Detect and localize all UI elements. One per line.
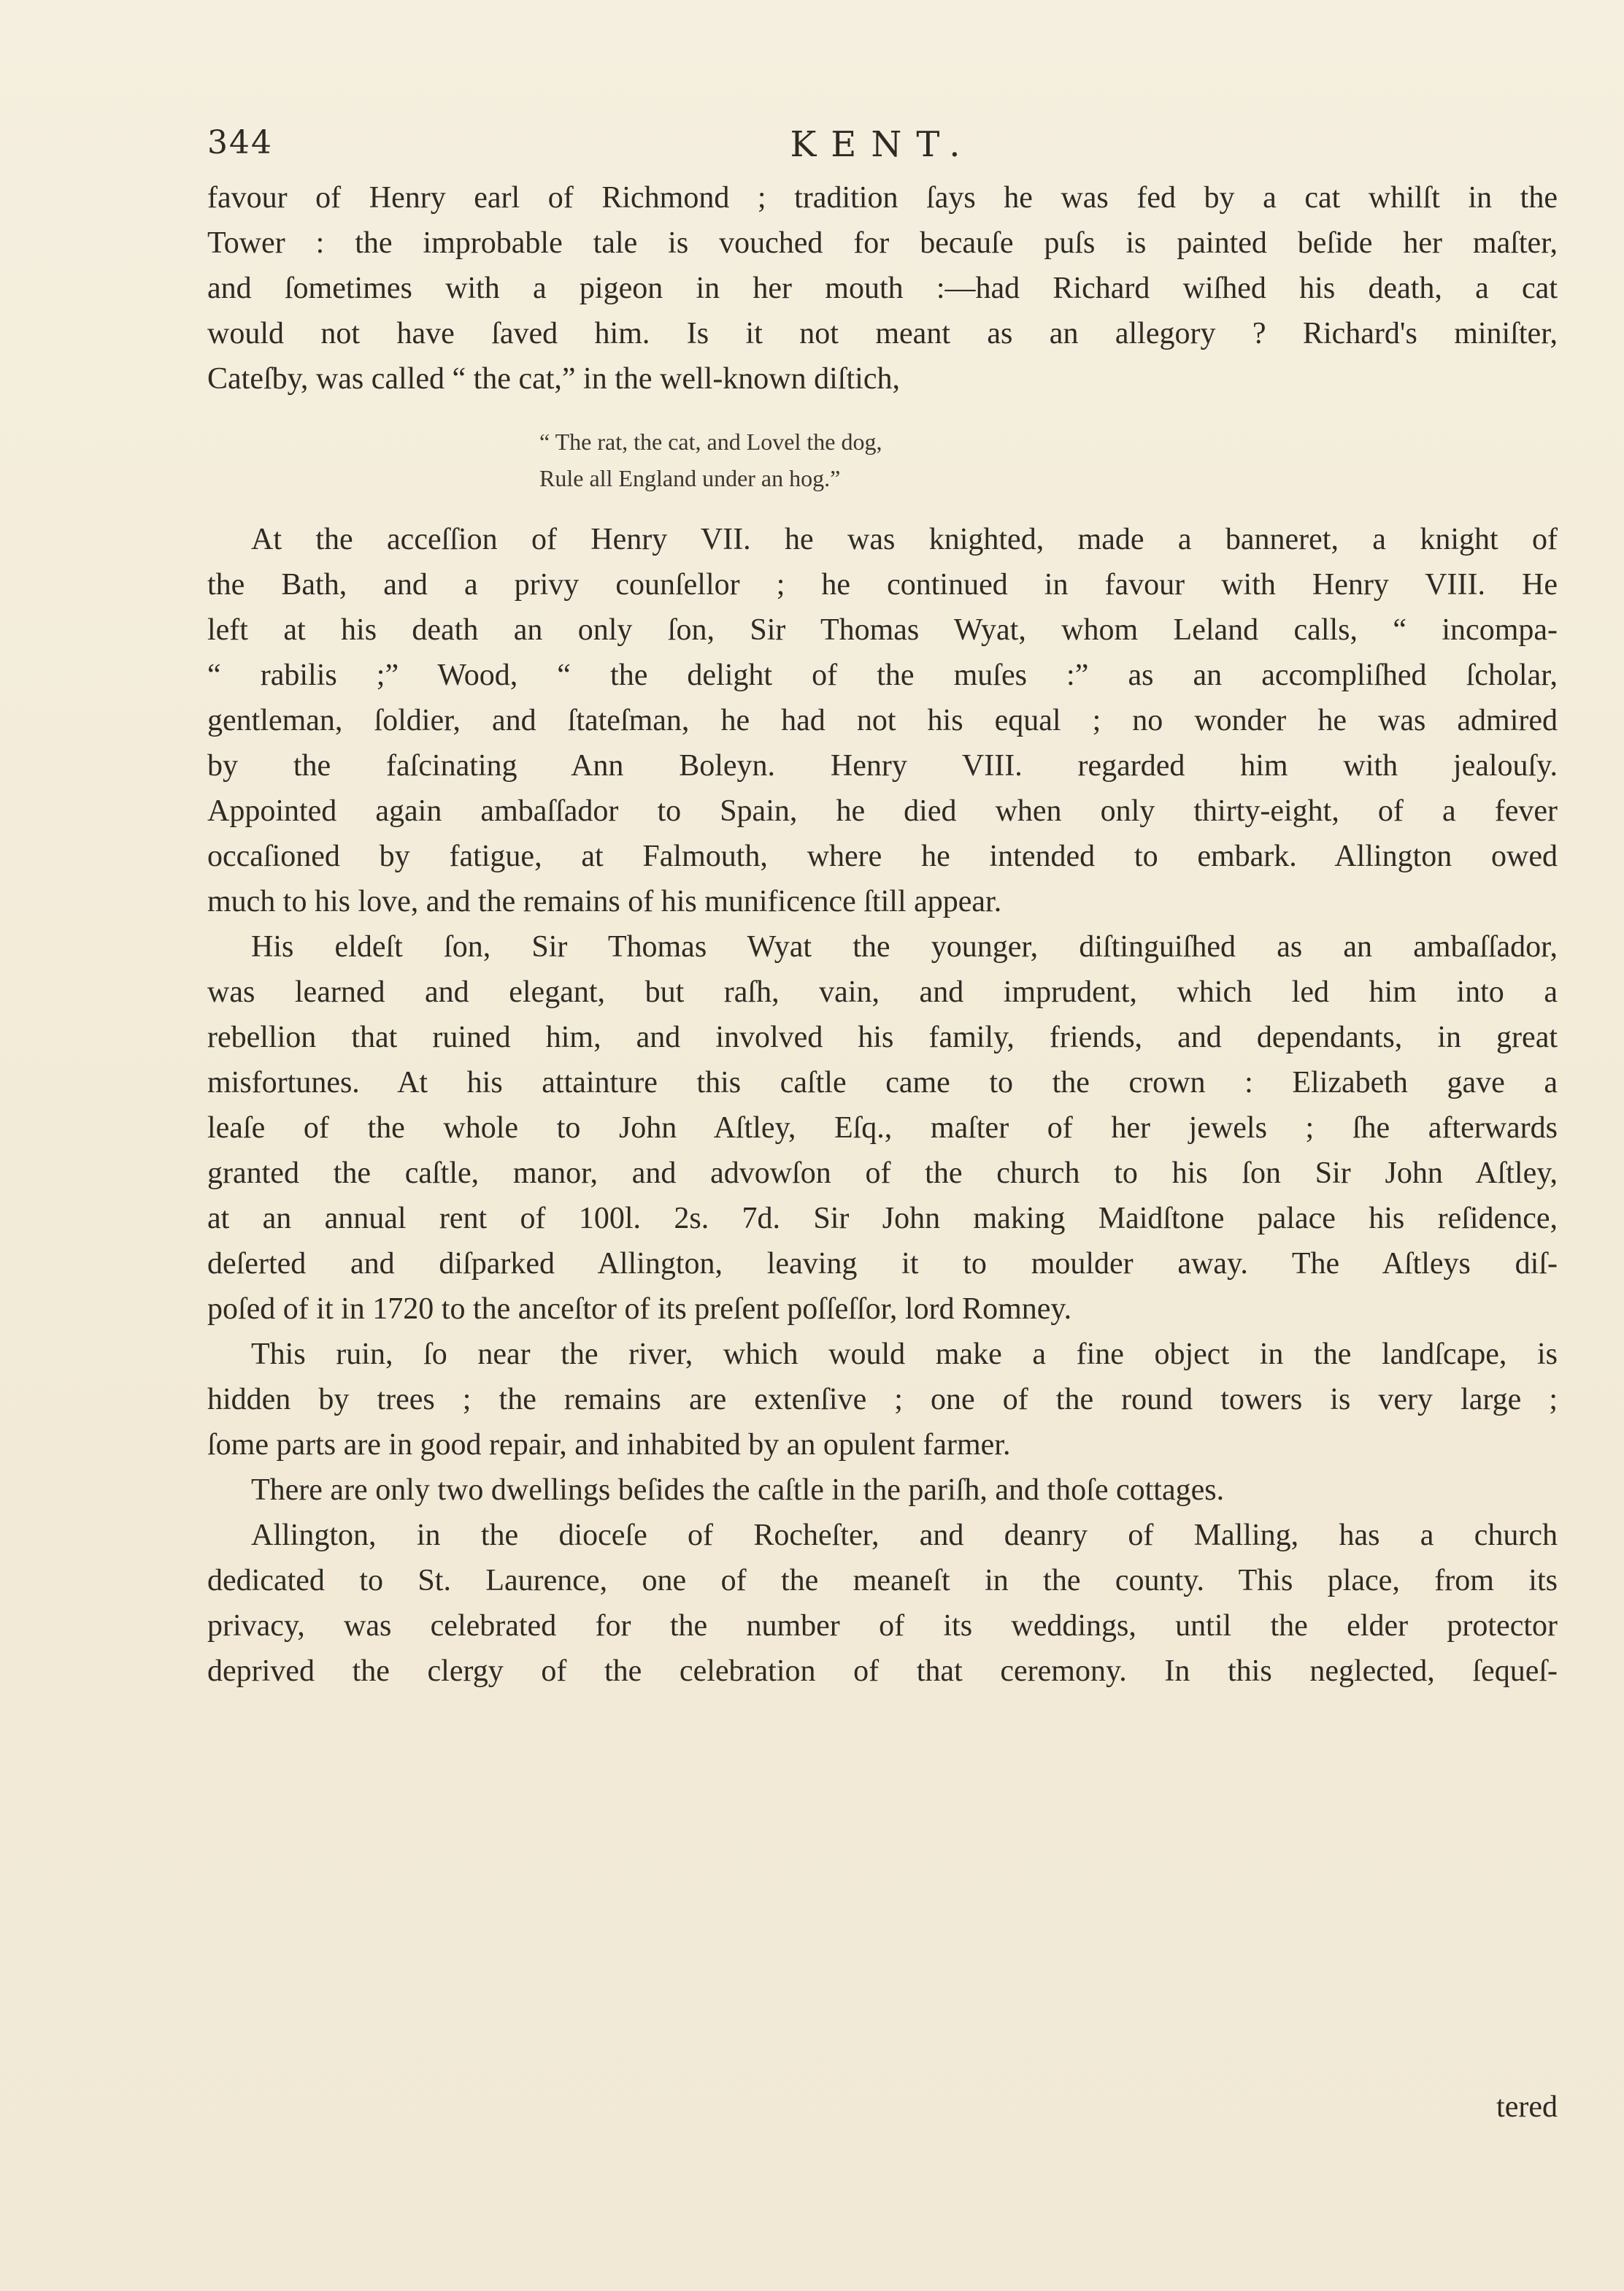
paragraph-5 (207, 1467, 1558, 1513)
text-line: misfortunes. At his attainture this caſtle came to the crown : Elizabeth gave a (207, 1066, 1558, 1100)
text-line: Tower : the improbable tale is vouched for becauſe puſs is painted beſide her maſter, (207, 226, 1558, 260)
text-line: and ſometimes with a pigeon in her mouth :—had Richard wiſhed his death, a cat (207, 272, 1558, 305)
text-line: the Bath, and a privy counſellor ; he continued in favour with Henry VIII. He (207, 568, 1558, 602)
text-line: “ rabilis ;” Wood, “ the delight of the muſes :” as an accompliſhed ſcholar, (207, 659, 1558, 692)
text-line: ſome parts are in good repair, and inhabited by an opulent farmer. (207, 1428, 1011, 1462)
catchword: tered (1496, 2090, 1558, 2124)
text-line: This ruin, ſo near the river, which would make a fine object in the landſcape, is (251, 1338, 1558, 1371)
body-text (207, 175, 1558, 1694)
text-line: favour of Henry earl of Richmond ; tradition ſays he was fed by a cat whilſt in the (207, 181, 1558, 215)
text-line: occaſioned by fatigue, at Falmouth, where he intended to embark. Allington owed (207, 840, 1558, 873)
text-line: Appointed again ambaſſador to Spain, he died when only thirty-eight, of a fever (207, 794, 1558, 828)
paragraph-2 (207, 517, 1558, 924)
text-line: poſed of it in 1720 to the anceſtor of its preſent poſſeſſor, lord Romney. (207, 1292, 1072, 1326)
paragraph-3 (207, 924, 1558, 1332)
paragraph-4 (207, 1332, 1558, 1467)
text-line: much to his love, and the remains of his munificence ſtill appear. (207, 885, 1002, 918)
running-head: KENT. (790, 124, 975, 165)
text-line: deſerted and diſparked Allington, leaving it to moulder away. The Aſtleys diſ- (207, 1247, 1558, 1281)
page-header (207, 124, 1558, 168)
text-line: leaſe of the whole to John Aſtley, Eſq., maſter of her jewels ; ſhe afterwards (207, 1111, 1558, 1145)
epigraph-line: Rule all England under an hog.” (539, 465, 841, 491)
text-line: hidden by trees ; the remains are extenſive ; one of the round towers is very large ; (207, 1383, 1558, 1416)
text-line: deprived the clergy of the celebration of that ceremony. In this neglected, ſequeſ- (207, 1654, 1558, 1688)
text-line: at an annual rent of 100l. 2s. 7d. Sir John making Maidſtone palace his reſidence, (207, 1202, 1558, 1235)
text-line: His eldeſt ſon, Sir Thomas Wyat the younger, diſtinguiſhed as an ambaſſador, (251, 930, 1558, 964)
text-line: was learned and elegant, but raſh, vain, and imprudent, which led him into a (207, 975, 1558, 1009)
text-line: privacy, was celebrated for the number of its weddings, until the elder protector (207, 1609, 1558, 1643)
text-line: Allington, in the dioceſe of Rocheſter, and deanry of Malling, has a church (251, 1519, 1558, 1552)
text-line: by the faſcinating Ann Boleyn. Henry VIII. regarded him with jealouſy. (207, 749, 1558, 783)
text-line: would not have ſaved him. Is it not meant as an allegory ? Richard's miniſter, (207, 317, 1558, 350)
text-line: gentleman, ſoldier, and ſtateſman, he had not his equal ; no wonder he was admired (207, 704, 1558, 737)
epigraph-distich (539, 423, 1558, 496)
text-line: granted the caſtle, manor, and advowſon of the church to his ſon Sir John Aſtley, (207, 1156, 1558, 1190)
text-line: left at his death an only ſon, Sir Thomas Wyat, whom Leland calls, “ incompa- (207, 613, 1558, 647)
text-line: There are only two dwellings beſides the caſtle in the pariſh, and thoſe cottages. (251, 1473, 1225, 1507)
text-line: Cateſby, was called “ the cat,” in the well-known diſtich, (207, 362, 900, 396)
paragraph-1 (207, 175, 1558, 402)
text-line: At the acceſſion of Henry VII. he was knighted, made a banneret, a knight of (251, 523, 1558, 556)
paragraph-6 (207, 1513, 1558, 1694)
epigraph-line: “ The rat, the cat, and Lovel the dog, (539, 429, 882, 455)
text-line: rebellion that ruined him, and involved his family, friends, and dependants, in great (207, 1021, 1558, 1054)
page-number: 344 (207, 124, 273, 161)
text-line: dedicated to St. Laurence, one of the meaneſt in the county. This place, from its (207, 1564, 1558, 1597)
